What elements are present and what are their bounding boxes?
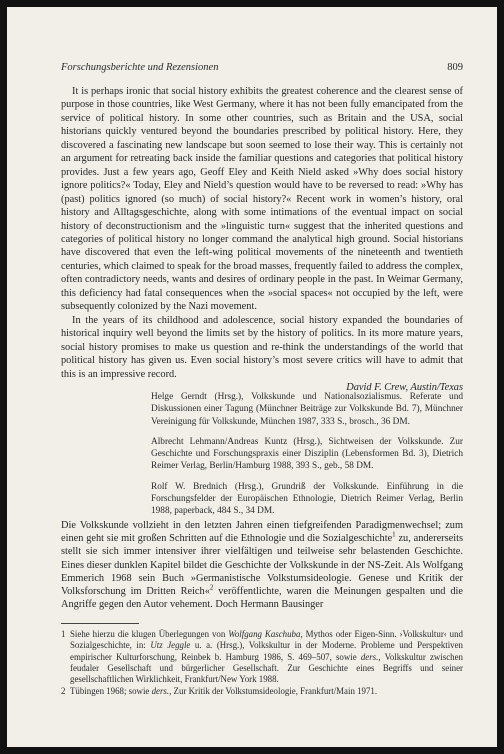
footnote-ref[interactable]: 2 — [209, 583, 214, 592]
footnotes — [61, 629, 463, 699]
footnote-text — [70, 629, 463, 685]
text-run: , Volkskultur zwischen feudaler Gesellschaft und bürgerlicher Gesellschaft. Zur Geschichte eines Begriffs und seiner gesellschaftlichen Wirklichkeit, Frankfurt/New York 1988. — [70, 651, 463, 685]
reviewer-signature: David F. Crew, Austin/Texas — [346, 381, 463, 393]
footnote-number: 2 — [61, 686, 66, 697]
reviewed-books-list — [151, 391, 463, 526]
text-run: veröffentlichte, waren die Meinungen gespalten und die Angriffe gegen den Autor vehement. Doch Hermann Bausinger — [61, 586, 463, 611]
text-run: Tübingen 1968; sowie — [70, 686, 152, 697]
footnote-text — [70, 686, 463, 697]
running-head — [61, 62, 463, 73]
footnote — [61, 629, 463, 685]
text-run: u. a. (Hrsg.), Volkskultur in der Moderne. Probleme und Perspektiven empirischer Kulturforschung, Reinbek b. Hamburg 1986, S. 469–507, sowie — [70, 640, 463, 662]
footnote-divider — [61, 623, 139, 624]
page-number: 809 — [447, 62, 463, 73]
footnote-ref[interactable]: 1 — [392, 530, 396, 539]
footnote — [61, 686, 463, 697]
author-name: ders. — [360, 651, 379, 662]
running-title: Forschungsberichte und Rezensionen — [61, 62, 219, 73]
paragraph: It is perhaps ironic that social history exhibits the greatest coherence and the clearest sense of purpose in those countries, like West Germany, where it has not been fully emancipated from the service of political history. In some other countries, such as Britain and the USA, social historians quickly ventured beyond the boundaries prescribed by political history. Here, they discovered a fascinating new landscape but soon seemed to lose their way. This is certainly not an argument for retreating back inside the familiar questions and categories that political history provides. Just a few years ago, Geoff Eley and Keith Nield asked »Why does social history ignore politics?« Today, Eley and Nield’s question would have to be reversed to read: »Why has (past) politics ignored (so much) of social history?« Recent work in women’s history, oral history and Alltagsgeschichte, along with some intimations of the eventual impact on social history of deconstructionism and the »linguistic turn« suggest that the inherited questions and categories of political history no longer command the analytical high ground. Social historians have discovered that even the left-wing political movements of the nineteenth and twentieth centuries, which claimed to speak for the broad masses, frequently failed to address the complex, often contradictory needs, wants and desires of ordinary people in the past. In Weimar Germany, this deficiency had fatal consequences when the »social spaces« not occupied by the left, were subsequently colonized by the Nazi movement. — [61, 86, 463, 313]
book-citation: Albrecht Lehmann/Andreas Kuntz (Hrsg.), Sichtweisen der Volkskunde. Zur Geschichte und Forschungspraxis einer Disziplin (Lebensformen Bd. 3), Dietrich Reimer Verlag, Berlin/Hamburg 1988, 393 S., geb., 58 DM. — [151, 436, 463, 472]
text-run: Die Volkskunde vollzieht in den letzten Jahren einen tiefgreifenden Paradigmenwechsel; zum einen geht sie mit großen Schritten auf die Ethnologie und die Sozialgeschichte — [61, 520, 463, 545]
review-opening-paragraph — [61, 519, 463, 611]
paragraph: In the years of its childhood and adolescence, social history expanded the boundaries of historical inquiry well beyond the limits set by the history of politics. In its more mature years, social history promises to make us question and re-think the understandings of the world that political history has given us. Even social history’s most severe critics will have to admit that this is an impressive record. — [61, 314, 463, 380]
text-run: zu, andererseits stellt sie sich immer intensiver ihrer vielfältigen und teilweise sehr belastenden Geschichte. Eines dieser dunklen Kapitel bildet die Geschichte der Volkskunde in der NS-Zeit. Als Wolfgang Emmerich 1968 sein Buch »Germanistische Volkstumsideologie. Genese und Kritik der Volksforschung im Dritten Reich« — [61, 533, 463, 598]
text-run: , Mythos oder Eigen-Sinn. ›Volkskultur‹ und Sozialgeschichte, in: — [70, 629, 463, 651]
author-name: ders. — [151, 686, 170, 697]
author-name: Utz Jeggle — [150, 640, 191, 651]
review-conclusion — [61, 85, 463, 394]
book-citation: Rolf W. Brednich (Hrsg.), Grundriß der Volkskunde. Einführung in die Forschungsfelder der Europäischen Ethnologie, Dietrich Reimer Verlag, Berlin 1988, paperback, 484 S., 34 DM. — [151, 481, 463, 517]
text-run: , Zur Kritik der Volkstumsideologie, Frankfurt/Main 1971. — [169, 686, 378, 697]
book-page — [7, 7, 497, 747]
text-run: Siehe hierzu die klugen Überlegungen von — [70, 629, 229, 639]
book-citation: Helge Gerndt (Hrsg.), Volkskunde und Nationalsozialismus. Referate und Diskussionen einer Tagung (Münchner Beiträge zur Volkskunde Bd. 7), Münchner Vereinigung für Volkskunde, München 1987, 333 S., brosch., 36 DM. — [151, 392, 463, 427]
footnote-number: 1 — [61, 629, 66, 639]
author-name: Wolfgang Kaschuba — [228, 629, 301, 639]
